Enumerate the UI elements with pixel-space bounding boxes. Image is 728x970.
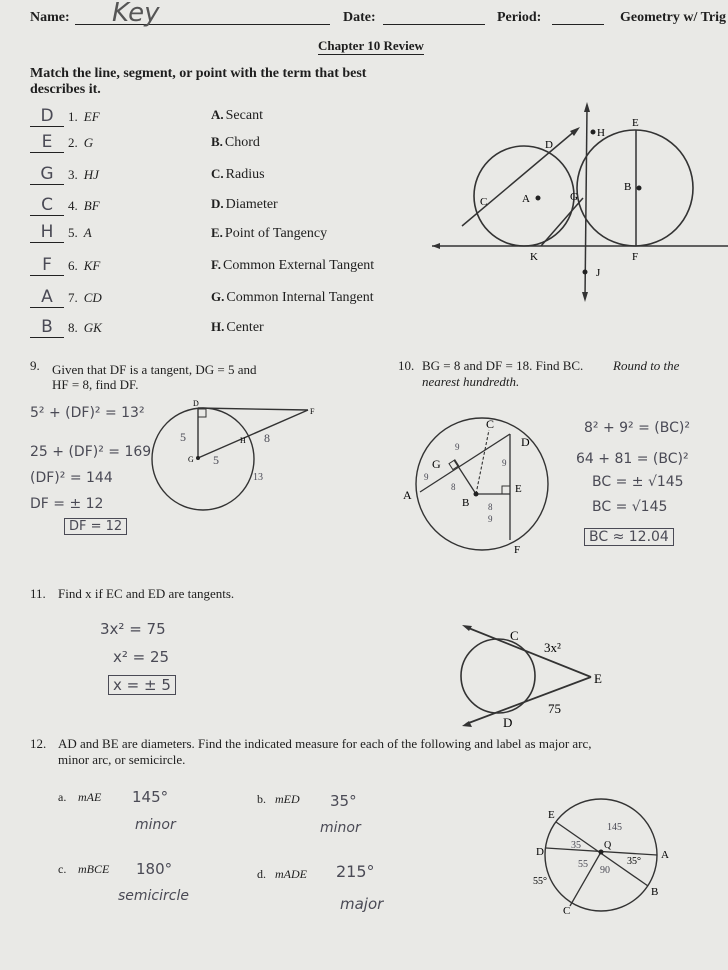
q12b-label: b. — [257, 792, 266, 806]
match-answer-field[interactable]: A — [30, 287, 64, 308]
match-item-term: KF — [83, 258, 101, 273]
q10-text-1: BG = 8 and DF = 18. Find BC. — [422, 358, 584, 373]
q9-label-5: 5 — [180, 430, 186, 444]
match-item-number: 4. — [68, 198, 78, 213]
q9-answer-box: DF = 12 — [64, 518, 127, 535]
choice-text: Common External Tangent — [223, 258, 375, 273]
matching-instructions: Match the line, segment, or point with the term that best describes it. — [30, 66, 367, 97]
choice-letter: G. — [211, 289, 225, 304]
q9-label-g: G — [188, 455, 194, 464]
match-answer-field[interactable]: D — [30, 106, 64, 127]
page-title: Chapter 10 Review — [318, 38, 424, 53]
q10-label-8: 8 — [451, 482, 456, 492]
choice-text: Diameter — [225, 197, 278, 212]
q9-label-5b: 5 — [213, 453, 219, 467]
q12c-label: c. — [58, 862, 67, 876]
q12b-kind: minor — [320, 820, 361, 836]
q11-work-line: 3x² = 75 — [100, 620, 166, 638]
choice-text: Common Internal Tangent — [226, 290, 374, 305]
label-f: F — [632, 251, 639, 263]
q10-label-d: D — [521, 435, 530, 449]
match-answer-field[interactable]: E — [30, 132, 64, 153]
q11-work-line: x² = 25 — [113, 648, 170, 666]
q12c-measure: mBCE — [78, 862, 110, 876]
q12-label-a: A — [661, 849, 669, 861]
match-answer-field[interactable]: C — [30, 195, 64, 216]
label-k: K — [530, 251, 538, 263]
q12-label-b: B — [651, 886, 659, 898]
q12d-answer: 215° — [336, 862, 375, 881]
q12-label-e: E — [548, 809, 555, 821]
q12d-kind: major — [340, 895, 384, 913]
q10-label-f: F — [514, 544, 521, 556]
label-b: B — [624, 181, 632, 193]
label-a: A — [522, 193, 530, 205]
q9-work-line: (DF)² = 144 — [30, 470, 113, 486]
match-answer-field[interactable]: G — [30, 164, 64, 185]
choice-letter: H. — [211, 319, 225, 334]
q9-work-line: 5² + (DF)² = 13² — [30, 405, 145, 421]
match-item-number: 6. — [68, 258, 78, 273]
match-item-number: 7. — [68, 290, 78, 305]
label-d: D — [545, 139, 553, 151]
q10-answer-box: BC ≈ 12.04 — [584, 528, 674, 546]
choice-letter: C. — [211, 166, 224, 181]
q10-label-g: G — [432, 457, 441, 471]
choice-text: Point of Tangency — [224, 226, 328, 241]
q12-angle-35-deg: 35° — [627, 856, 641, 867]
q10-label-a: A — [403, 488, 412, 502]
label-h: H — [597, 127, 605, 139]
q9-label-f: F — [310, 407, 315, 416]
q9-work-line: DF = ± 12 — [30, 496, 104, 512]
label-j: J — [596, 267, 601, 279]
q9-text-2: HF = 8, find DF. — [52, 377, 139, 392]
q12-circle — [545, 799, 657, 911]
date-label: Date: — [343, 10, 376, 25]
q10-label-9: 9 — [424, 472, 429, 482]
q10-number: 10. — [398, 358, 415, 373]
choice-letter: F. — [211, 257, 221, 272]
match-item-term: BF — [83, 198, 100, 213]
q12-angle-90: 90 — [600, 865, 610, 876]
match-item-number: 3. — [68, 167, 78, 182]
q12-angle-55-deg: 55° — [533, 876, 547, 887]
name-value[interactable]: Key — [112, 0, 160, 28]
q12-text-2: minor arc, or semicircle. — [58, 752, 186, 767]
q12-label-q: Q — [604, 840, 612, 851]
q12d-measure: mADE — [275, 867, 307, 881]
q12c-kind: semicircle — [118, 888, 189, 904]
q10-label-c: C — [486, 417, 495, 431]
q9-label-13: 13 — [253, 472, 263, 483]
choice-letter: B. — [211, 134, 223, 149]
q11-label-e: E — [594, 671, 602, 686]
match-item-number: 8. — [68, 320, 78, 335]
q11-label-c: C — [510, 628, 519, 643]
match-item-number: 1. — [68, 109, 78, 124]
label-g: G — [570, 191, 578, 203]
course-name: Geometry w/ Trig — [620, 10, 727, 25]
q10-text-3: nearest hundredth. — [422, 374, 520, 389]
q10-label-b: B — [462, 497, 470, 509]
q12-angle-55: 55 — [578, 859, 588, 870]
choice-text: Secant — [225, 108, 263, 123]
match-answer-field[interactable]: F — [30, 255, 64, 276]
q9-label-d: D — [193, 399, 199, 408]
q12c-answer: 180° — [136, 860, 173, 878]
q10-label-9: 9 — [455, 442, 460, 452]
q12a-measure: mAE — [78, 790, 102, 804]
q10-work-line: BC = ± √145 — [592, 474, 684, 490]
q10-work-line: 64 + 81 = (BC)² — [576, 451, 689, 467]
q10-label-e: E — [515, 483, 522, 495]
q12-number: 12. — [30, 736, 47, 751]
label-c: C — [480, 196, 488, 208]
choice-text: Chord — [224, 135, 260, 150]
choice-letter: D. — [211, 196, 224, 211]
match-answer-field[interactable]: B — [30, 317, 64, 338]
match-item-number: 5. — [68, 225, 78, 240]
q10-work-line: BC = √145 — [592, 499, 668, 515]
q9-work-line: 25 + (DF)² = 169 — [30, 444, 152, 460]
q10-label-8: 8 — [488, 502, 493, 512]
q12-angle-35: 35 — [571, 840, 581, 851]
q11-text: Find x if EC and ED are tangents. — [58, 586, 235, 601]
label-e: E — [632, 117, 639, 129]
q12a-answer: 145° — [132, 788, 169, 806]
q9-label-h: H — [240, 436, 246, 445]
q12d-label: d. — [257, 867, 266, 881]
match-item-term: A — [83, 225, 92, 240]
q10-text-2: Round to the — [613, 358, 680, 373]
period-label: Period: — [497, 10, 542, 25]
q9-number: 9. — [30, 358, 40, 373]
q12b-measure: mED — [275, 792, 300, 806]
match-item-term: EF — [83, 109, 100, 124]
q12-arc-145: 145 — [607, 822, 622, 833]
q11-answer-box: x = ± 5 — [108, 675, 176, 695]
q12-label-d: D — [536, 846, 544, 858]
match-item-term: HJ — [83, 167, 99, 182]
q9-text-1: Given that DF is a tangent, DG = 5 and — [52, 362, 257, 377]
match-answer-field[interactable]: H — [30, 222, 64, 243]
choice-text: Radius — [225, 167, 265, 182]
q10-label-9: 9 — [488, 514, 493, 524]
match-item-number: 2. — [68, 135, 78, 150]
q12a-kind: minor — [135, 817, 176, 833]
choice-letter: E. — [211, 225, 223, 240]
q11-number: 11. — [30, 586, 46, 601]
q10-label-9: 9 — [502, 458, 507, 468]
q9-label-8: 8 — [264, 431, 270, 445]
q11-label-75: 75 — [548, 701, 561, 716]
q10-work-line: 8² + 9² = (BC)² — [584, 420, 690, 436]
choice-letter: A. — [211, 107, 224, 122]
choice-text: Center — [226, 320, 264, 335]
match-item-term: GK — [83, 320, 102, 335]
point-q — [599, 850, 604, 855]
q12-text-1: AD and BE are diameters. Find the indicated measure for each of the following and label as major arc, — [58, 736, 592, 751]
name-label: Name: — [30, 10, 70, 25]
q12-label-c: C — [563, 905, 571, 917]
q11-label-3x2: 3x² — [544, 640, 561, 655]
match-item-term: CD — [83, 290, 102, 305]
q12b-answer: 35° — [330, 792, 357, 810]
q11-label-d: D — [503, 715, 513, 730]
q12a-label: a. — [58, 790, 67, 804]
match-item-term: G — [83, 135, 94, 150]
